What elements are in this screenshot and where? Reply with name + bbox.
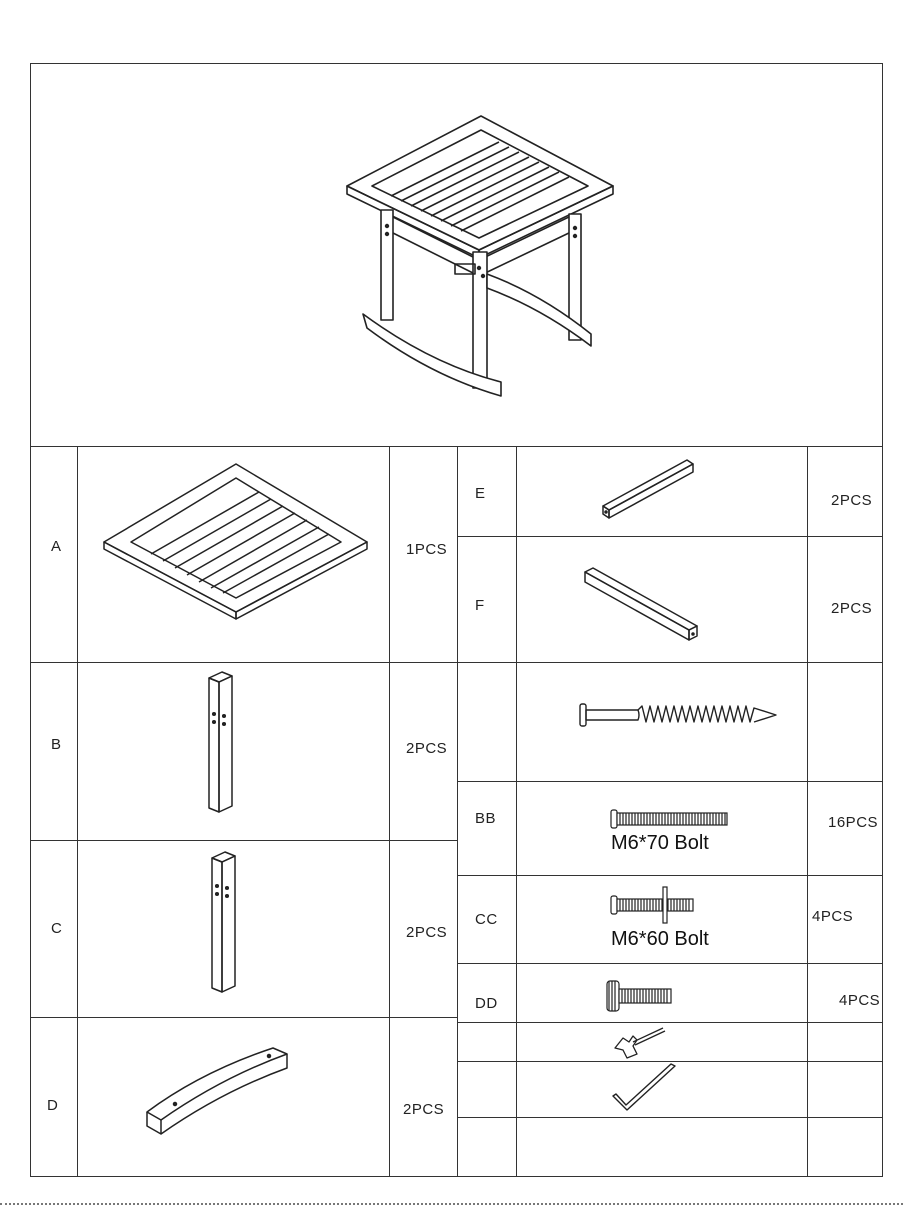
- assembled-table-icon: [31, 64, 882, 446]
- allen-key-icon: [609, 1064, 679, 1116]
- part-label-a: A: [51, 538, 62, 555]
- part-qty-f: 2PCS: [831, 600, 873, 617]
- part-qty-a: 1PCS: [406, 541, 448, 558]
- part-label-bb: BB: [475, 810, 497, 827]
- wrench-icon: [611, 1026, 667, 1062]
- tabletop-icon: [101, 462, 371, 622]
- leg-post-icon: [204, 672, 238, 817]
- short-rail-icon: [601, 456, 701, 522]
- wood-screw-icon: [578, 700, 778, 730]
- part-qty-c: 2PCS: [406, 924, 448, 941]
- long-rail-icon: [581, 564, 703, 646]
- part-label-b: B: [51, 736, 62, 753]
- part-label-d: D: [47, 1097, 59, 1114]
- part-qty-b: 2PCS: [406, 740, 448, 757]
- part-qty-bb: 16PCS: [828, 814, 879, 831]
- page-edge-divider: [0, 1203, 903, 1205]
- bolt-caption-cc: M6*60 Bolt: [611, 928, 709, 950]
- leg-post-icon: [207, 852, 241, 997]
- curved-foot-icon: [141, 1038, 296, 1138]
- bolt-caption-bb: M6*70 Bolt: [611, 832, 709, 854]
- bolt-icon: [610, 808, 730, 830]
- part-label-f: F: [475, 597, 485, 614]
- part-qty-dd: 4PCS: [839, 992, 881, 1009]
- part-label-dd: DD: [475, 995, 498, 1012]
- assembled-table-illustration: [31, 64, 882, 447]
- part-qty-d: 2PCS: [403, 1101, 445, 1118]
- parts-sheet: [30, 63, 883, 1177]
- part-qty-cc: 4PCS: [812, 908, 854, 925]
- part-label-cc: CC: [475, 911, 498, 928]
- part-label-c: C: [51, 920, 63, 937]
- part-label-e: E: [475, 485, 486, 502]
- part-qty-e: 2PCS: [831, 492, 873, 509]
- bolt-washer-icon: [610, 886, 696, 924]
- nut-icon: [605, 979, 675, 1013]
